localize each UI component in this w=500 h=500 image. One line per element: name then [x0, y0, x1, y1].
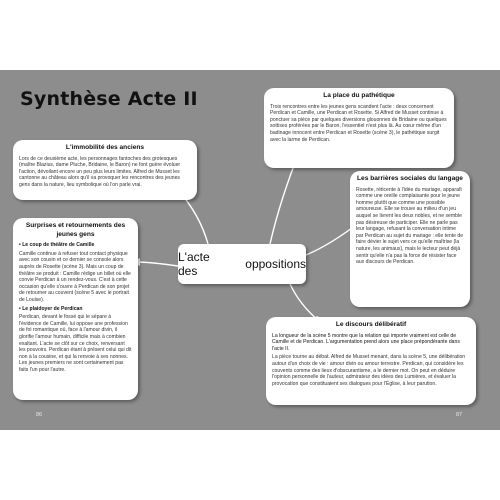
box-barrieres-heading: Les barrières sociales du langage [357, 175, 463, 182]
box-surprises-sub1: • Le coup de théâtre de Camille [19, 242, 95, 249]
page-title: Synthèse Acte II [20, 88, 198, 110]
box-discours-lead: La longueur de la scène 5 montre que la relation qui importe vraiment est celle de Camille et de Perdican. L'argumentation prend alors une place prépondérante dans l'acte II. [272, 332, 460, 352]
central-theme-part2: oppositions [245, 257, 306, 271]
box-pathetique [264, 88, 454, 168]
box-pathetique-heading: La place du pathétique [323, 92, 395, 99]
central-theme-box [178, 244, 306, 284]
box-anciens [13, 140, 197, 200]
box-surprises-text2: Perdican, devant le fossé qui le sépare à l'évidence de Camille, lui oppose une profession de foi romantique où, face à l'amour divin, il glorifie l'amour humain, difficile mais à combien exaltant. L'acte se clôt sur ce choix, renversant les pouvoirs. Perdican étant à présent celui qui dit non à la cousine, et qui la renvoie à ses nonnes. Les jeunes premiers ne sont certainement pas faits l'un pour l'autre. [19, 314, 132, 374]
box-barrieres [350, 171, 470, 307]
box-anciens-heading: L'immobilité des anciens [65, 144, 145, 151]
box-surprises-text1: Camille continue à refuser tout contact physique avec son cousin et ce dernier se console alors auprès de Rosette (scène 3). Mais un coup de théâtre se produit : Camille rédige un billet où elle convie Perdican à un rendez-vous. C'est à cette occasion qu'elle s'ouvre à Perdican de son projet de retourner au couvent (scène 5 avec le portrait de Louise). [19, 250, 131, 303]
box-barrieres-text: Rosette, réticente à l'idée du mariage, apparaît comme une oreille complaisante pour le jeune homme plutôt que comme une possible amoureuse. Elle se trouve au milieu d'un jeu auquel se livrent les deux nobles, et ne semble pas désireuse de participer. Elle ne parle pas leur langage, refusant la conversation intime par Perdican au sujet du mariage : elle tente de faire dévier le sujet vers ce qu'elle maîtrise (la nature, les animaux), mais le lecteur peut déjà sentir qu'elle n'a pas la force de résister face aux discours de Perdican. [356, 186, 464, 266]
box-pathetique-text: Trois rencontres entre les jeunes gens scandent l'acte : deux concernent Perdican et Camille, une Perdican et Rosette. Si Alfred de Musset continue à ponctuer sa pièce par quelques diversions glouonnes de Bridaine ou quelques sottises proférées par le Baron, l'essentiel n'est plus là. Au cœur même d'un badinage innocent entre Perdican et Rosette (scène 3), le pathétique surgit avec la larme de Perdican. [270, 103, 447, 143]
connector-surprises [136, 262, 178, 266]
box-discours-heading: Le discours délibératif [335, 321, 407, 328]
box-anciens-text: Lors de ce deuxième acte, les personnages fantoches des grotesques (maître Blazius, dame Pluche, Bridaine, le Baron) ne font guère évoluer l'action, dévoilant encore un peu plus leurs limites. Alfred de Musset les cantonne au château alors qu'il va provoquer les rencontres des jeunes gens dans la nature, lieu symbolique où l'on parle vrai. [19, 155, 181, 188]
page-number-left: 86 [36, 412, 43, 418]
box-surprises-heading: Surprises et retournements des jeunes gens [25, 222, 126, 238]
box-discours [266, 317, 476, 405]
box-surprises-sub2: • Le plaidoyer de Perdican [19, 305, 83, 312]
central-theme-part1: L'acte des [178, 250, 210, 278]
box-surprises [13, 218, 138, 400]
connector-discours [290, 284, 318, 320]
box-discours-text: La pièce tourne au débat. Alfred de Musset menant, dans la scène 5, une délibération autour d'un choix de vie : amour divin ou amour terrestre. Perdican, qui considère les couvents comme des lieux d'obscurantisme, a le dernier mot. On peut en déduire l'opinion personnelle de l'auteur, admirateur des idées des Lumières, et évaluer la provocation que constituaient ses dialogues pour l'Église, à leur parution. [272, 354, 466, 387]
page-number-right: 87 [456, 412, 463, 418]
